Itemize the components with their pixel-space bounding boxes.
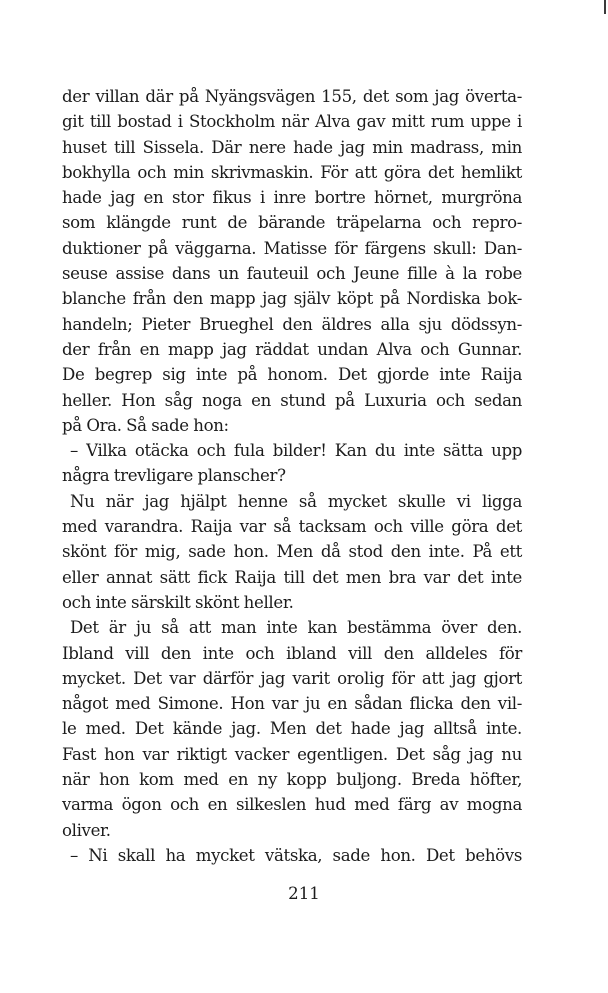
text-line: der villan där på Nyängsvägen 155, det som jag överta-: [62, 87, 522, 106]
text-line: seuse assise dans un fauteuil och Jeune fille à la robe: [62, 264, 522, 284]
text-line: med varandra. Raija var så tacksam och ville göra det: [62, 517, 522, 537]
text-line: bokhylla och min skrivmaskin. För att göra det hemlikt: [62, 162, 522, 182]
text-line: der från en mapp jag räddat undan Alva och Gunnar.: [62, 339, 522, 359]
text-line: som klängde runt de bärande träpelarna och repro-: [62, 213, 522, 233]
text-line: när hon kom med en ny kopp buljong. Breda höfter,: [62, 770, 522, 790]
text-line: duktioner på väggarna. Matisse för färgens skull: Dan-: [62, 238, 522, 258]
text-line: något med Simone. Hon var ju en sådan flicka den vil-: [62, 694, 522, 714]
text-line: Fast hon var riktigt vacker egentligen. Det såg jag nu: [62, 744, 522, 764]
text-line: några trevligare planscher?: [62, 466, 286, 486]
text-line: mycket. Det var därför jag varit orolig för att jag gjort: [62, 668, 522, 688]
text-line: Det är ju så att man inte kan bestämma över den.: [62, 618, 522, 638]
text-line: skönt för mig, sade hon. Men då stod den inte. På ett: [62, 542, 522, 562]
text-line: huset till Sissela. Där nere hade jag min madrass, min: [62, 137, 522, 157]
text-line: – Vilka otäcka och fula bilder! Kan du inte sätta upp: [62, 441, 522, 461]
text-line: De begrep sig inte på honom. Det gjorde inte Raija: [62, 365, 522, 385]
text-line: Nu när jag hjälpt henne så mycket skulle vi ligga: [62, 491, 522, 511]
text-line: hade jag en stor fikus i inre bortre hörnet, murgröna: [62, 188, 522, 208]
body-text: [62, 84, 522, 868]
text-line: handeln; Pieter Brueghel den äldres alla sju dödssyn-: [62, 314, 522, 334]
text-line: git till bostad i Stockholm när Alva gav mitt rum uppe i: [62, 112, 522, 132]
page-number: 211: [288, 884, 320, 903]
text-line: – Ni skall ha mycket vätska, sade hon. Det behövs: [62, 845, 522, 865]
text-line: oliver.: [62, 820, 111, 840]
text-line: eller annat sätt fick Raija till det men bra var det inte: [62, 567, 522, 587]
text-line: Ibland vill den inte och ibland vill den alldeles för: [62, 643, 522, 663]
text-line: och inte särskilt skönt heller.: [62, 592, 294, 612]
scan-edge-mark: [604, 0, 606, 14]
text-line: le med. Det kände jag. Men det hade jag alltså inte.: [62, 719, 522, 739]
text-line: blanche från den mapp jag själv köpt på Nordiska bok-: [62, 289, 522, 309]
text-line: heller. Hon såg noga en stund på Luxuria och sedan: [62, 390, 522, 410]
text-line: varma ögon och en silkeslen hud med färg av mogna: [62, 795, 522, 815]
text-line: på Ora. Så sade hon:: [62, 415, 229, 435]
